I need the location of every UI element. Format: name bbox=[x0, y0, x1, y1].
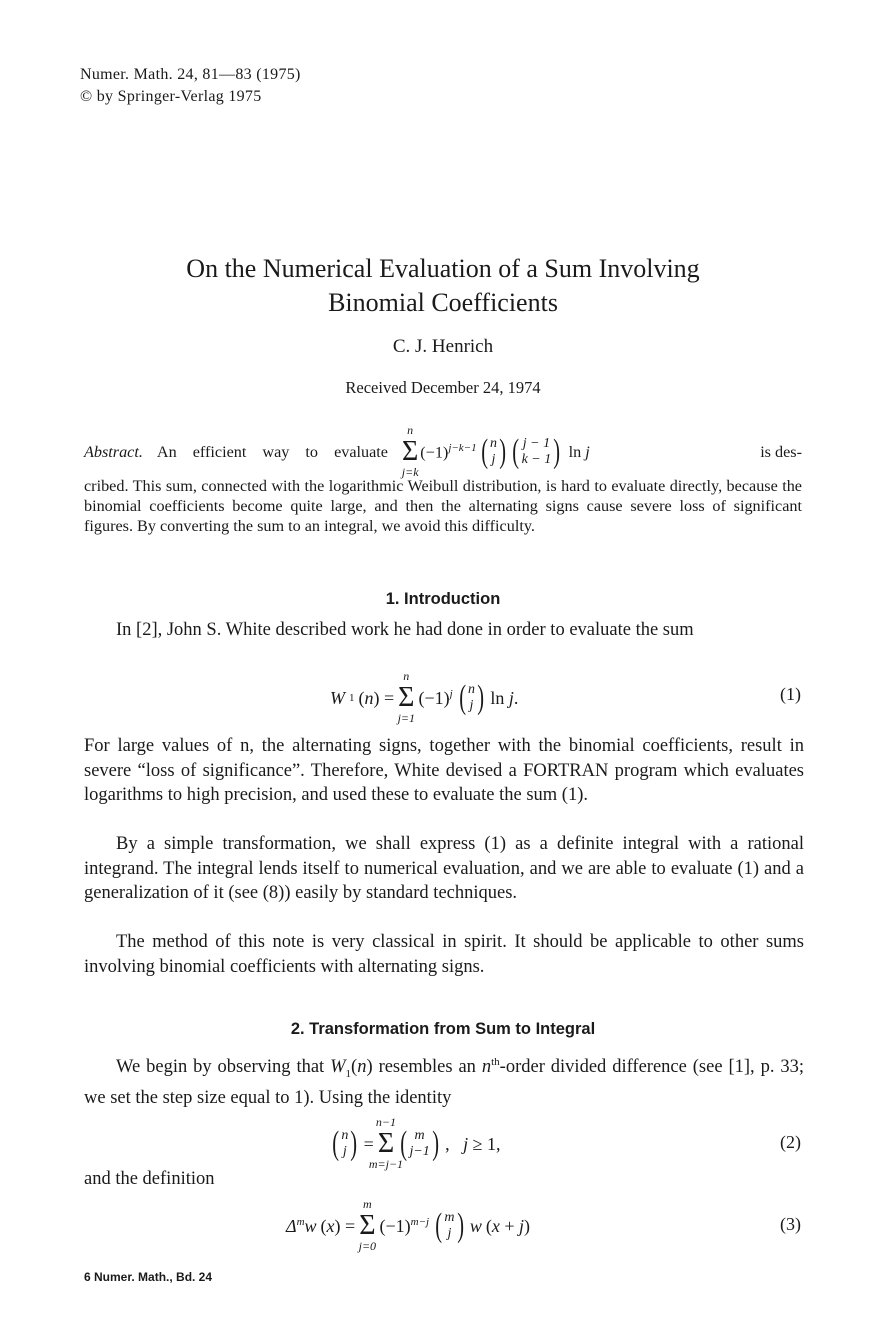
section-2-p1-part-c: -order divided difference (see [1], p. 33; we set the step size equal to 1). Using the identity bbox=[84, 1057, 805, 1109]
author: C. J. Henrich bbox=[392, 336, 494, 357]
sum-symbol: Σ n j=1 bbox=[397, 669, 416, 725]
journal-citation: Numer. Math. 24, 81—83 (1975) bbox=[80, 66, 301, 83]
binomial-n-j: ( n j ) bbox=[332, 1125, 358, 1162]
binomial-n-j: ( n j ) bbox=[480, 433, 506, 470]
abstract-body: cribed. This sum, connected with the logarithmic Weibull distribution, is hard to evaluate directly, because the binomial coefficients become quite large, and then the alternating signs cause severe loss of significant figures. By converting the sum to an integral, we avoid this difficulty. bbox=[84, 477, 802, 535]
sum-symbol: Σ n−1 m=j−1 bbox=[368, 1115, 404, 1171]
binomial-m-j-1: ( m j−1 ) bbox=[400, 1125, 439, 1162]
section-2-paragraph-2: and the definition bbox=[84, 1169, 215, 1189]
section-2-paragraph-1: We begin by observing that $W_1(n)$ resembles an $n^{th}$-order divided difference (see [1], p. 33; we set the step size equal to 1). Using the identity bbox=[84, 1056, 805, 1109]
title-line-1: On the Numerical Evaluation of a Sum Involving bbox=[186, 254, 700, 283]
section-2-p1-part-a: We begin by observing that bbox=[116, 1057, 325, 1078]
section-1-paragraph-1: In [2], John S. White described work he had done in order to evaluate the sum bbox=[116, 620, 694, 640]
abstract-formula: Σ n j=k $(-1)^{j-k-1}$ ( n j ) ( j − 1 k − 1 ) ln j bbox=[401, 423, 590, 479]
equation-3: $\Delta^mw$ (x) = Σ m j=0 $(-1)^{m-j}$ ( m j ) w (x + j) bbox=[286, 1197, 531, 1253]
section-1-heading: 1. Introduction bbox=[385, 590, 501, 608]
section-1-paragraph-2: For large values of n, the alternating signs, together with the binomial coefficients, result in severe “loss of significance”. Therefore, White devised a FORTRAN program which evaluates logarithms to high precision, and used these to evaluate the sum (1). bbox=[84, 736, 804, 805]
binomial-m-j: ( m j ) bbox=[435, 1207, 464, 1244]
page-footer: 6 Numer. Math., Bd. 24 bbox=[84, 1270, 213, 1284]
abstract-tail: is des- bbox=[760, 442, 802, 461]
abstract-label: Abstract. bbox=[84, 442, 143, 461]
section-1-paragraph-3: By a simple transformation, we shall express (1) as a definite integral with a rational integrand. The integral lends itself to numerical evaluation, and we are able to evaluate (1) and a generalization of it (see (8)) easily by standard techniques. bbox=[84, 834, 804, 903]
abstract-lead: An efficient way to evaluate bbox=[156, 442, 388, 461]
section-1-paragraph-4: The method of this note is very classical in spirit. It should be applicable to other sums involving binomial coefficients with alternating signs. bbox=[84, 932, 804, 977]
section-2-p1-part-b: resembles an bbox=[378, 1057, 476, 1078]
equation-1: W 1 (n) = Σ n j=1 $(-1)^j$ ( n j ) ln j. bbox=[330, 669, 519, 725]
equation-1-number: (1) bbox=[780, 684, 801, 704]
title-line-2: Binomial Coefficients bbox=[328, 288, 558, 317]
equation-2-number: (2) bbox=[780, 1132, 801, 1152]
equation-2: ( n j ) = Σ n−1 m=j−1 ( m j−1 ) , j ≥ 1, bbox=[330, 1118, 501, 1170]
abstract-first-line bbox=[84, 423, 802, 479]
section-2-heading: 2. Transformation from Sum to Integral bbox=[290, 1020, 596, 1038]
equation-3-number: (3) bbox=[780, 1214, 801, 1234]
sum-symbol: Σ n j=k bbox=[401, 423, 419, 479]
sum-symbol: Σ m j=0 bbox=[358, 1197, 377, 1253]
binomial-n-j: ( n j ) bbox=[458, 679, 485, 716]
copyright-line: © by Springer-Verlag 1975 bbox=[80, 88, 262, 105]
received-date: Received December 24, 1974 bbox=[345, 378, 541, 397]
binomial-j-1-k-1: ( j − 1 k − 1 ) bbox=[512, 433, 561, 470]
